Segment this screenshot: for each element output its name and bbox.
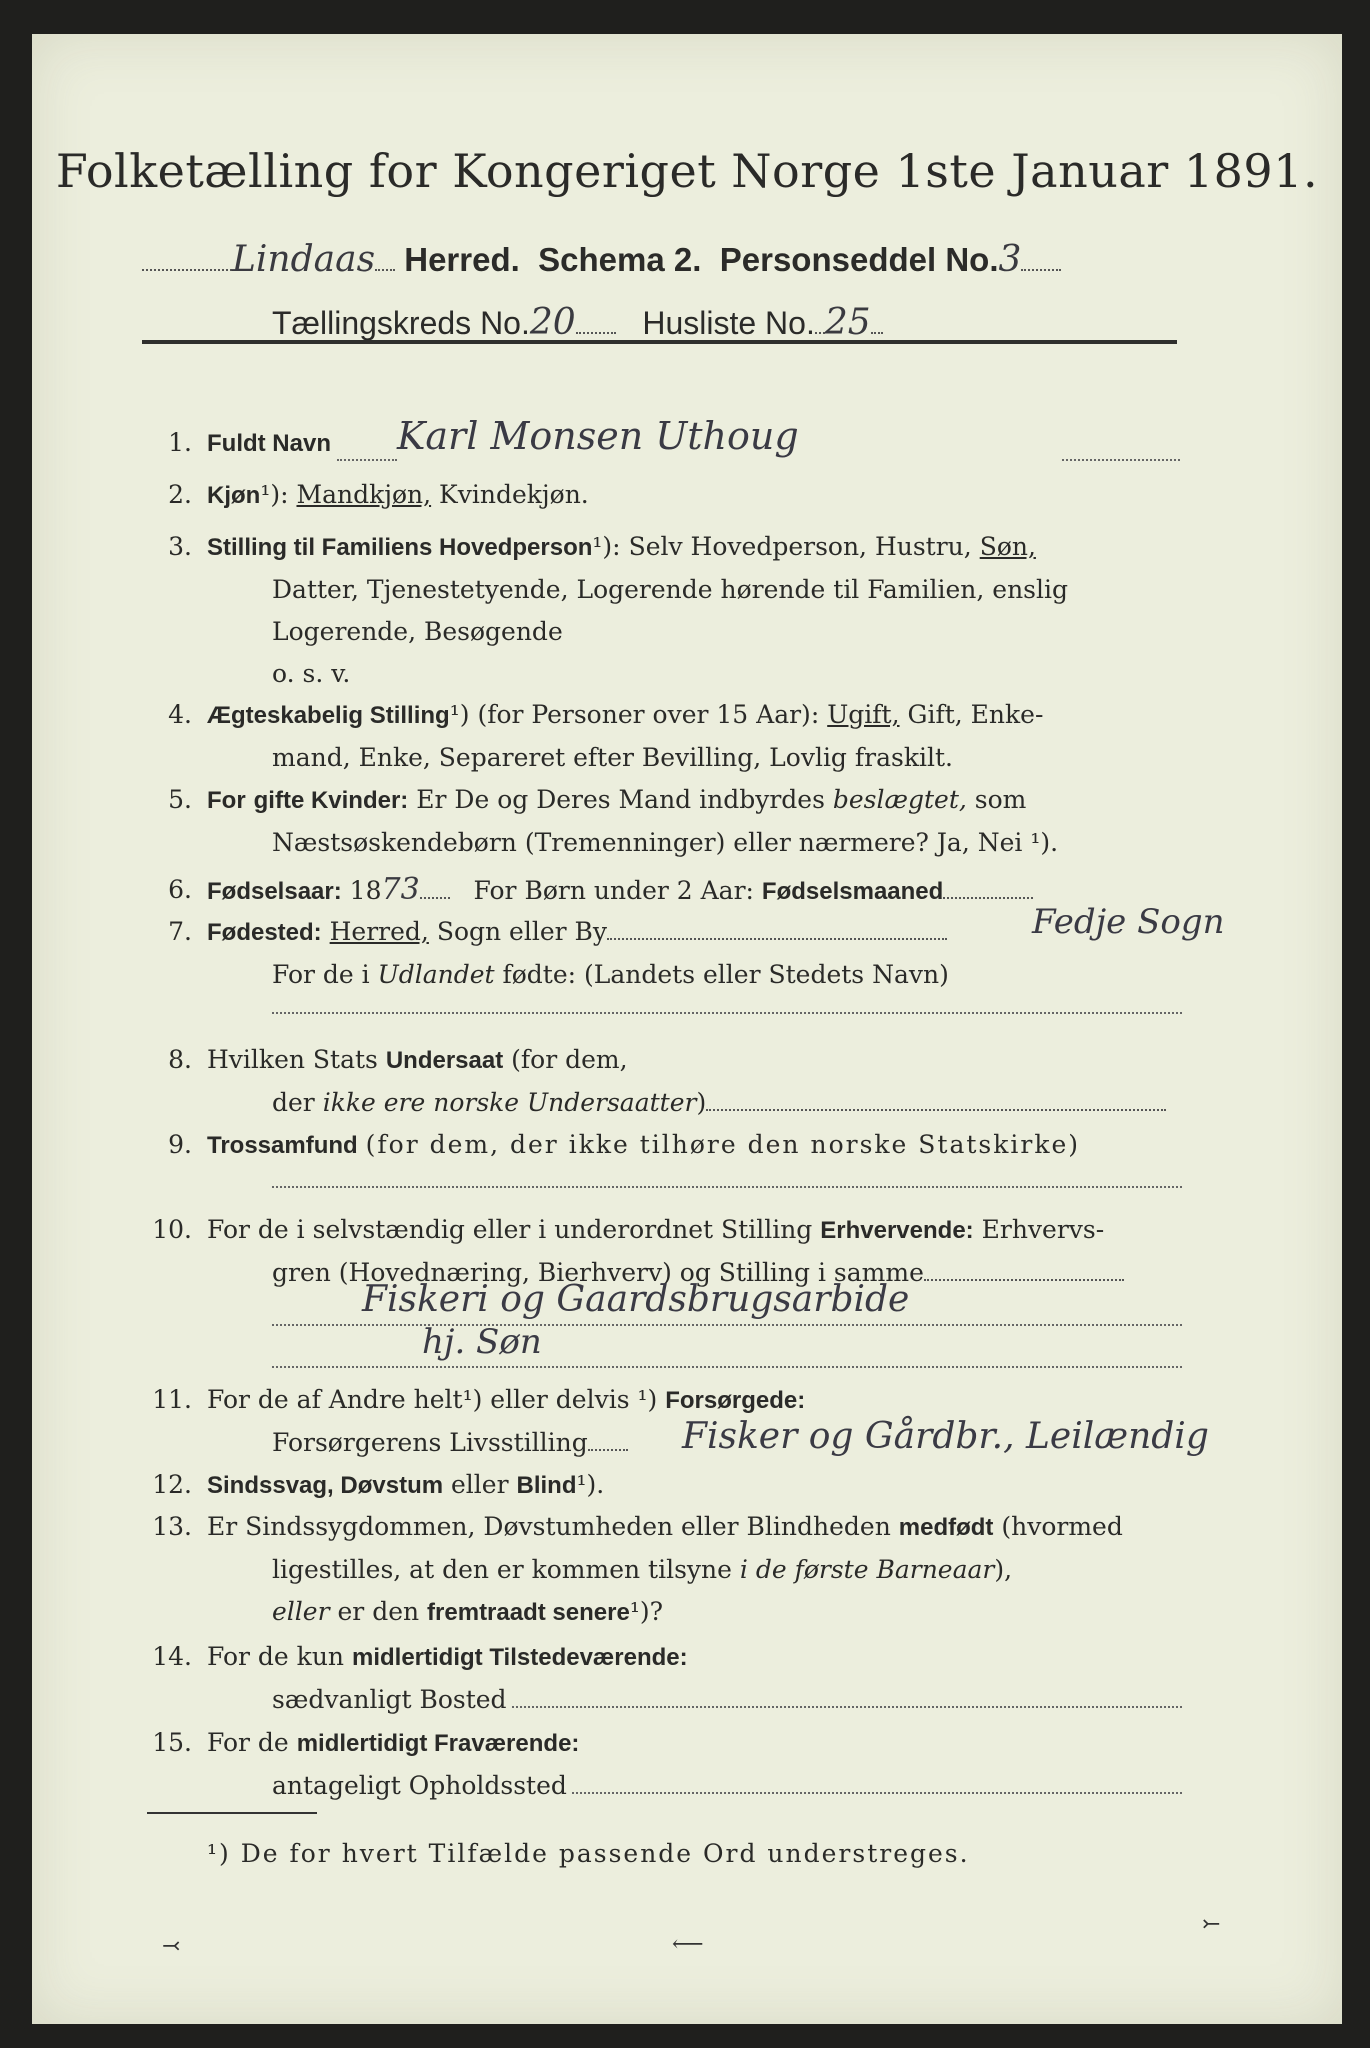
herred-handwritten: Lindaas bbox=[232, 239, 376, 280]
mandkjon-option: Mandkjøn, bbox=[296, 480, 432, 509]
birthplace-answer: Fedje Sogn bbox=[1032, 902, 1225, 942]
footnote-rule bbox=[147, 1812, 317, 1814]
binding-mark-icon: ⟵ bbox=[672, 1932, 704, 1957]
taellingskreds-label: Tællingskreds No. bbox=[272, 305, 530, 341]
herred-option: Herred, bbox=[329, 917, 429, 946]
census-form: Folketælling for Kongeriget Norge 1ste Januar 1891. Lindaas Herred. Schema 2. Personseddel No.3 Tællingskreds No.20 Husliste No. 25 1. Fuldt Navn Karl Monsen Uthoug 2. Kjøn¹): Mandkjøn, Kvindekjøn. 3. Stilling til Familiens Hovedperson¹): Selv Hovedperson, Hustru, Søn, Datter, Tjenestetyende, Logerende hørende til Familien, enslig Logerende, Besøgende o. s. v. 4. Ægteskabelig Stilling¹) (for Personer over 15 Aar): Ugift, Gift, Enke- mand, Enke, Separeret efter Bevilling, Lovlig fraskilt. 5. For gifte Kvinder: Er De og Deres Mand indbyrdes beslægtet, som Næstsøskendebørn (Tremenninger) eller nærmere? Ja, Nei ¹). 6. Fødselsaar: 1873 For Børn under 2 Aar: Fødselsmaaned 7. Fødested: Herred, Sogn eller By For de i Udlandet fødte: (Landets eller Stedets Navn) Fedje Sogn 8. Hvilken Stats Undersaat (for dem, der ikke ere norske Undersaatter) 9. Trossamfund (for dem, der ikke tilhøre den norske Statskirke) 10. For de i selvstændig eller i underordnet Stilling Erhvervende: Erhvervs- gren (Hovednæring, Bierhverv) og Stilling i samme Fiskeri og Gaardsbrugsarbide hj. Søn 11. For de af Andre helt¹) eller delvis ¹) Forsørgede: Forsørgerens Livsstilling Fisker og Gårdbr., Leilændig 12. Sindssvag, Døvstum eller Blind¹). 13. Er Sindssygdommen, Døvstumheden eller Blindheden medfødt (hvormed ligestilles, at den er kommen tilsyne i de første Barneaar), eller er den fremtraadt senere¹)? 14. For de kun midlertidigt Tilstedeværende: sædvanligt Bosted 15. For de midlertidigt Fraværende: antageligt Opholdssted ¹) De for hvert Tilfælde passende Ord understreges. ⤙ ⟵ ⤚ bbox=[32, 34, 1342, 2024]
footnote: ¹) De for hvert Tilfælde passende Ord understreges. bbox=[207, 1839, 970, 1868]
binding-mark-icon: ⤚ bbox=[1202, 1912, 1221, 1937]
herred-line bbox=[142, 239, 1061, 280]
full-name-answer: Karl Monsen Uthoug bbox=[397, 414, 799, 458]
header-rule bbox=[142, 340, 1177, 344]
provider-answer: Fisker og Gårdbr., Leilændig bbox=[682, 1416, 1209, 1457]
taellingskreds-number: 20 bbox=[529, 302, 576, 343]
birth-year-handwritten: 73 bbox=[381, 872, 420, 907]
schema-label: Schema 2. bbox=[538, 241, 702, 278]
occupation-answer-line2: hj. Søn bbox=[422, 1322, 542, 1362]
binding-mark-icon: ⤙ bbox=[162, 1934, 181, 1959]
husliste-label: Husliste No. bbox=[642, 305, 815, 341]
personseddel-label: Personseddel No. bbox=[719, 241, 999, 278]
ugift-option: Ugift, bbox=[827, 700, 900, 729]
son-option: Søn, bbox=[979, 532, 1036, 561]
husliste-number: 25 bbox=[824, 302, 871, 343]
form-title: Folketælling for Kongeriget Norge 1ste Januar 1891. bbox=[55, 144, 1319, 198]
herred-label: Herred. bbox=[404, 241, 520, 278]
kvindekjon-option: Kvindekjøn. bbox=[439, 480, 589, 509]
taellingskreds-line bbox=[272, 302, 883, 343]
full-name-label: Fuldt Navn bbox=[207, 430, 331, 457]
occupation-answer: Fiskeri og Gaardsbrugsarbide bbox=[362, 1279, 910, 1320]
personseddel-number: 3 bbox=[998, 239, 1022, 280]
